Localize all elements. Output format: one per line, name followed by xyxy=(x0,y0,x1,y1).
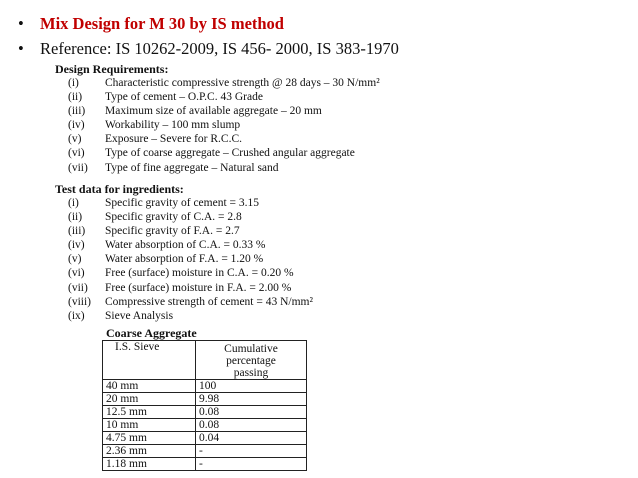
item-number: (iv) xyxy=(68,239,85,252)
bullet-title xyxy=(18,14,284,34)
item-text: Water absorption of C.A. = 0.33 % xyxy=(105,239,266,252)
passing-cell: - xyxy=(196,445,307,458)
passing-cell: 100 xyxy=(196,380,307,393)
sieve-cell: 4.75 mm xyxy=(103,432,196,445)
item-number: (ix) xyxy=(68,309,85,322)
item-number: (iv) xyxy=(68,119,85,132)
sieve-cell: 20 mm xyxy=(103,393,196,406)
item-text: Sieve Analysis xyxy=(105,309,174,322)
item-text: Workability – 100 mm slump xyxy=(105,119,241,132)
list-item xyxy=(68,238,313,252)
list-item xyxy=(68,161,380,175)
item-number: (vi) xyxy=(68,267,85,280)
list-item xyxy=(68,252,313,266)
header-line: percentage xyxy=(226,355,276,367)
slide-title: Mix Design for M 30 by IS method xyxy=(40,14,284,33)
item-text: Specific gravity of cement = 3.15 xyxy=(105,197,260,209)
passing-cell: 0.08 xyxy=(196,406,307,419)
reference-text: Reference: IS 10262-2009, IS 456- 2000, IS 383-1970 xyxy=(40,39,399,58)
item-text: Type of coarse aggregate – Crushed angular aggregate xyxy=(105,147,355,160)
item-text: Exposure – Severe for R.C.C. xyxy=(105,133,243,146)
list-item xyxy=(68,146,380,160)
item-text: Type of cement – O.P.C. 43 Grade xyxy=(105,91,263,104)
item-number: (i) xyxy=(68,77,79,89)
item-number: (v) xyxy=(68,253,82,266)
test-data-list xyxy=(68,196,313,323)
sieve-analysis-table xyxy=(102,340,307,471)
sieve-cell: 12.5 mm xyxy=(103,406,196,419)
header-line: Cumulative xyxy=(224,343,278,355)
test-data-heading: Test data for ingredients: xyxy=(55,182,184,196)
bullet-reference xyxy=(18,39,399,59)
item-text: Characteristic compressive strength @ 28 days – 30 N/mm² xyxy=(105,77,380,89)
item-number: (v) xyxy=(68,133,82,146)
sieve-cell: 10 mm xyxy=(103,419,196,432)
list-item xyxy=(68,118,380,132)
list-item xyxy=(68,309,313,323)
design-requirements-list xyxy=(68,76,380,175)
column-header-passing xyxy=(196,341,307,380)
item-number: (vii) xyxy=(68,161,88,174)
list-item xyxy=(68,210,313,224)
item-number: (ii) xyxy=(68,91,83,104)
item-number: (viii) xyxy=(68,295,91,308)
list-item xyxy=(68,281,313,295)
table-row xyxy=(103,432,307,445)
table-row xyxy=(103,406,307,419)
item-number: (iii) xyxy=(68,105,86,118)
column-header-sieve: I.S. Sieve xyxy=(103,341,196,380)
bullet-marker: • xyxy=(18,39,24,58)
list-item xyxy=(68,90,380,104)
header-line: passing xyxy=(233,367,269,379)
table-row xyxy=(103,458,307,471)
table-row xyxy=(103,445,307,458)
table-row xyxy=(103,380,307,393)
table-header-row xyxy=(103,341,307,380)
item-number: (vi) xyxy=(68,147,85,160)
item-number: (i) xyxy=(68,197,79,209)
passing-cell: 0.08 xyxy=(196,419,307,432)
passing-cell: - xyxy=(196,458,307,471)
list-item xyxy=(68,76,380,90)
list-item xyxy=(68,224,313,238)
coarse-aggregate-title: Coarse Aggregate xyxy=(106,326,197,340)
table-row xyxy=(103,419,307,432)
sieve-cell: 2.36 mm xyxy=(103,445,196,458)
item-text: Type of fine aggregate – Natural sand xyxy=(105,161,279,174)
item-text: Water absorption of F.A. = 1.20 % xyxy=(105,253,264,266)
item-number: (vii) xyxy=(68,281,88,294)
item-number: (ii) xyxy=(68,211,83,224)
list-item xyxy=(68,196,313,210)
design-requirements-heading: Design Requirements: xyxy=(55,62,169,76)
list-item xyxy=(68,266,313,280)
item-text: Free (surface) moisture in C.A. = 0.20 % xyxy=(105,267,294,280)
list-item xyxy=(68,132,380,146)
passing-cell: 0.04 xyxy=(196,432,307,445)
item-number: (iii) xyxy=(68,225,86,238)
sieve-cell: 40 mm xyxy=(103,380,196,393)
list-item xyxy=(68,104,380,118)
passing-cell: 9.98 xyxy=(196,393,307,406)
item-text: Specific gravity of F.A. = 2.7 xyxy=(105,225,240,238)
table-row xyxy=(103,393,307,406)
list-item xyxy=(68,295,313,309)
sieve-cell: 1.18 mm xyxy=(103,458,196,471)
item-text: Specific gravity of C.A. = 2.8 xyxy=(105,211,242,224)
item-text: Compressive strength of cement = 43 N/mm² xyxy=(105,295,313,308)
item-text: Maximum size of available aggregate – 20 mm xyxy=(105,105,322,118)
item-text: Free (surface) moisture in F.A. = 2.00 % xyxy=(105,281,292,294)
bullet-marker: • xyxy=(18,14,24,33)
